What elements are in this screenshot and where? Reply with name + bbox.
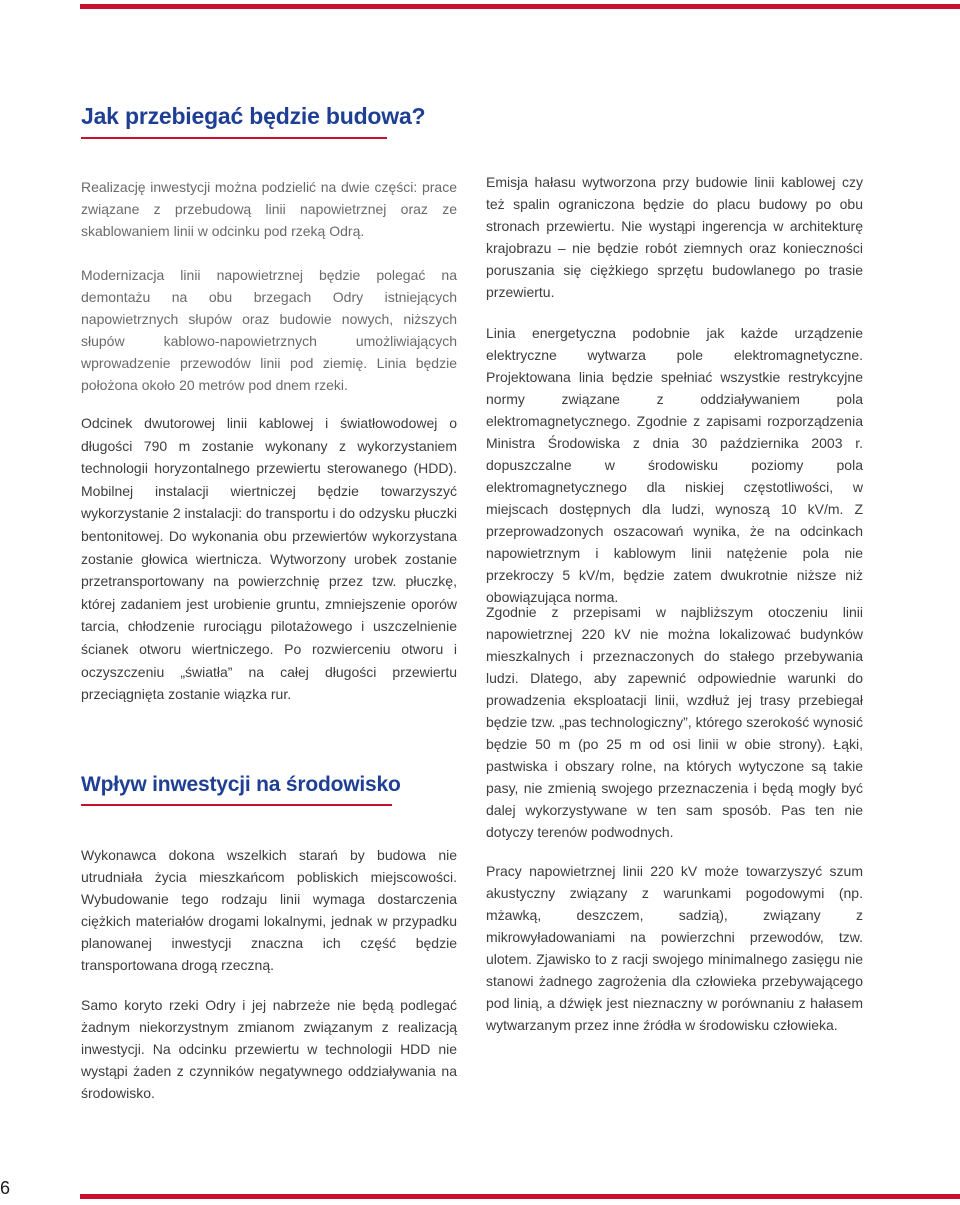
page-number: 6 xyxy=(0,1178,11,1198)
heading-underline xyxy=(81,137,387,139)
paragraph-noise-emission: Emisja hałasu wytworzona przy budowie linii kablowej czy też spalin ograniczona będzie do placu budowy po obu stronach przewiertu. Nie wystąpi ingerencja w architekturę krajobrazu – nie będzie robót ziemnych oraz konieczności poruszania się ciężkiego sprzętu budowlanego po trasie przewiertu. xyxy=(486,174,863,300)
paragraph-modernization: Modernizacja linii napowietrznej będzie polegać na demontażu na obu brzegach Odry istniejących napowietrznych słupów oraz budowie nowych, niższych słupów kablowo-napowietrznych umożliwiających wprowadzenie przewodów linii pod ziemię. Linia będzie położona około 20 metrów pod dnem rzeki. xyxy=(81,267,457,393)
paragraph-acoustic-noise: Pracy napowietrznej linii 220 kV może towarzyszyć szum akustyczny związany z warunkami pogodowymi (np. mżawką, deszczem, sadzią), związany z mikrowyładowaniami na powierzchni przewodów, tzw. ulotem. Zjawisko to z racji swojego minimalnego zasięgu nie stanowi żadnego zagrożenia dla człowieka przebywającego pod linią, a dźwięk jest nieznaczny w porównaniu z hałasem wytwarzanym przez inne źródła w środowisku człowieka. xyxy=(486,863,863,1033)
paragraph-riverbed: Samo koryto rzeki Odry i jej nabrzeże nie będą podlegać żadnym niekorzystnym zmianom związanym z realizacją inwestycji. Na odcinku przewiertu w technologii HDD nie wystąpi żaden z czynników negatywnego oddziaływania na środowisko. xyxy=(81,997,457,1101)
section-heading-construction: Jak przebiegać będzie budowa? xyxy=(81,103,426,129)
paragraph-electromagnetic: Linia energetyczna podobnie jak każde urządzenie elektryczne wytwarza pole elektromagnetyczne. Projektowana linia będzie spełniać wszystkie restrykcyjne normy związane z oddziaływaniem pola elektromagnetycznego. Zgodnie z zapisami rozporządzenia Ministra Środowiska z dnia 30 października 2003 r. dopuszczalne w środowisku poziomy pola elektromagnetycznego dla niskiej częstotliwości, w miejscach dostępnych dla ludzi, wynoszą 10 kV/m. Z przeprowadzonych oszacowań wynika, że na odcinkach napowietrznym i kablowym linii natężenie pola nie przekroczy 5 kV/m, będzie zatem dwukrotnie niższe niż obowiązująca norma. xyxy=(486,325,863,605)
paragraph-hdd: Odcinek dwutorowej linii kablowej i światłowodowej o długości 790 m zostanie wykonany z wykorzystaniem technologii horyzontalnego przewiertu sterowanego (HDD). Mobilnej instalacji wiertniczej będzie towarzyszyć wykorzystanie 2 instalacji: do transportu i do odzysku płuczki bentonitowej. Do wykonania obu przewiertów wykorzystana zostanie głowica wiertnicza. Wytworzony urobek zostanie przetransportowany na powierzchnię przez tzw. płuczkę, której zadaniem jest urobienie gruntu, zmniejszenie oporów tarcia, chłodzenie rurociągu pilotażowego i uszczelnienie ścianek otworu wiertniczego. Po rozwierceniu otworu i oczyszczeniu „światła” na całej długości przewiertu przeciągnięta zostanie wiązka rur. xyxy=(81,415,457,703)
paragraph-technological-strip: Zgodnie z przepisami w najbliższym otoczeniu linii napowietrznej 220 kV nie można lokalizować budynków mieszkalnych i przeznaczonych do stałego przebywania ludzi. Dlatego, aby zapewnić odpowiednie warunki do prowadzenia eksploatacji linii, wzdłuż jej trasy przebiegał będzie tzw. „pas technologiczny”, którego szerokość wynosić będzie 50 m (po 25 m od osi linii w obie strony). Łąki, pastwiska i obszary rolne, na których wytyczone są takie pasy, nie zmienią swojego przeznaczenia i będą mogły być dalej wykorzystywane w ten sam sposób. Pas ten nie dotyczy terenów podwodnych. xyxy=(486,604,863,840)
bottom-accent-bar xyxy=(80,1194,960,1199)
section-heading-environment: Wpływ inwestycji na środowisko xyxy=(81,773,401,796)
paragraph-intro: Realizację inwestycji można podzielić na dwie części: prace związane z przebudową linii napowietrznej oraz ze skablowaniem linii w odcinku pod rzeką Odrą. xyxy=(81,179,457,239)
paragraph-contractor: Wykonawca dokona wszelkich starań by budowa nie utrudniała życia mieszkańcom pobliskich miejscowości. Wybudowanie tego rodzaju linii wymaga dostarczenia ciężkich materiałów drogami lokalnymi, jednak w przypadku planowanej inwestycji znaczna ich część będzie transportowana drogą rzeczną. xyxy=(81,847,457,973)
top-accent-bar xyxy=(80,4,960,9)
heading-underline xyxy=(81,804,392,806)
